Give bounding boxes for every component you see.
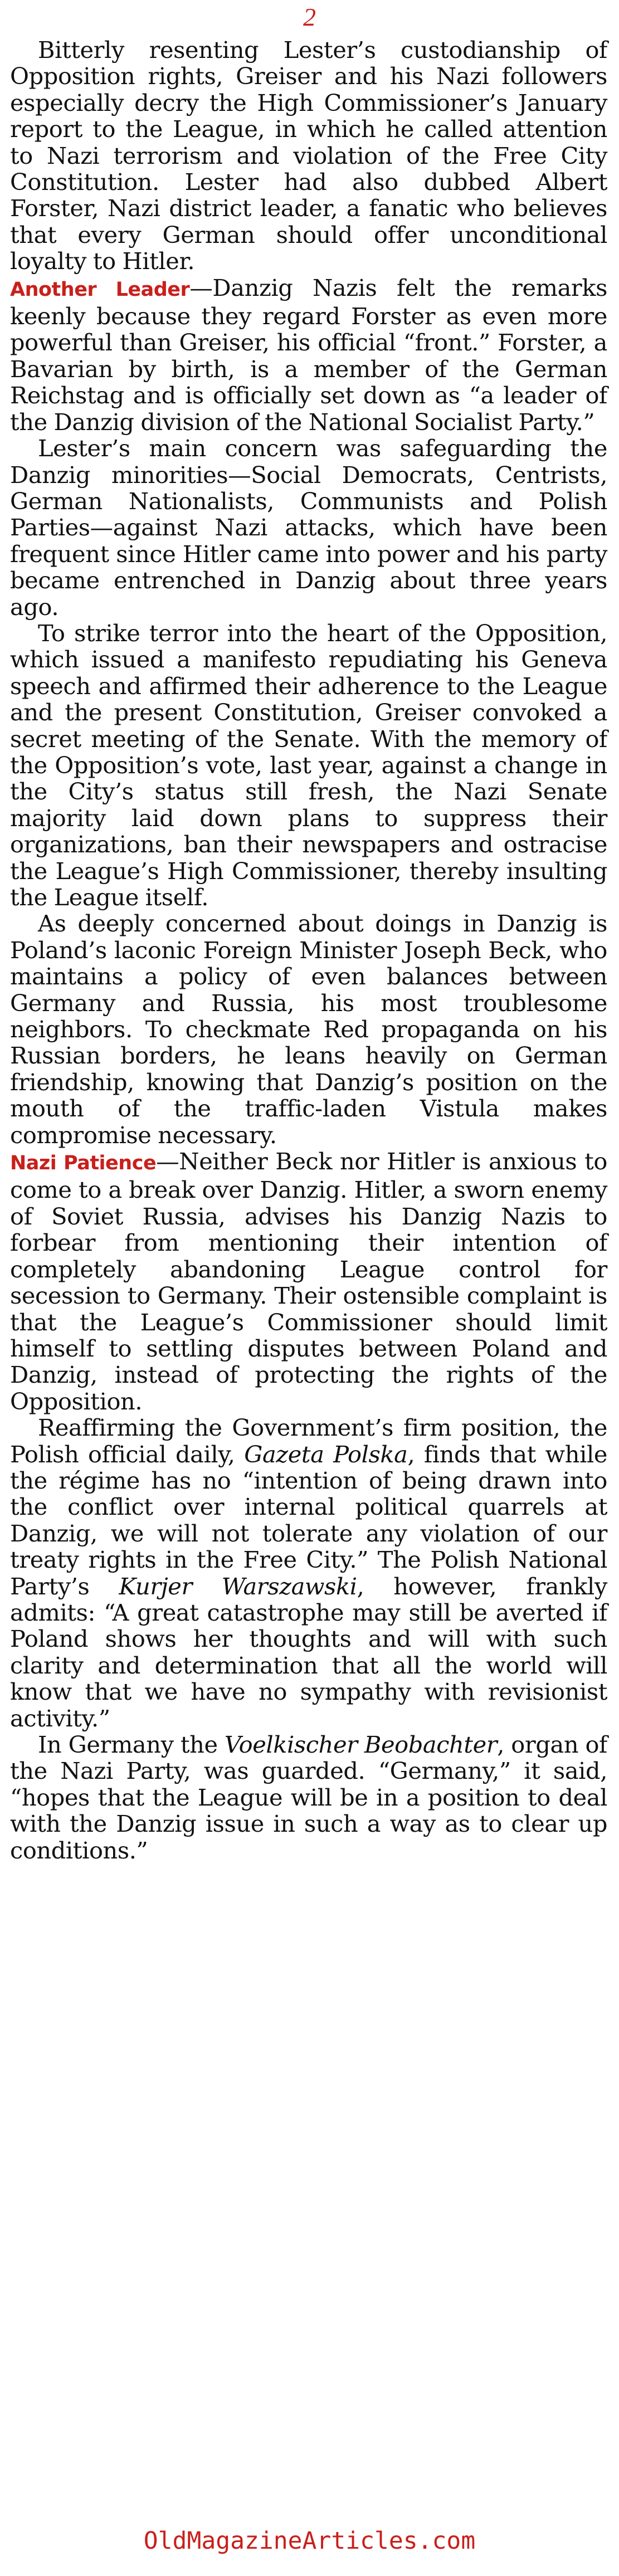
paragraph-5-text: As deeply concerned about doings in Danzig is Poland’s laconic Foreign Minister Joseph Beck, who maintains a policy of even balances between Germany and Russia, his most troublesome neighbors. To checkmate Red propaganda on his Russian borders, he leans heavily on German friendship, knowing that Danzig’s position on the mouth of the traffic-laden Vistula makes compromise necessary. [10,910,607,1149]
paragraph-8-text-b: , organ of the Nazi Party, was guarded. “Germany,” it said, “hopes that the League will be in a position to deal with the Danzig issue in such a way as to clear up conditions.” [10,1731,607,1864]
article-body [10,37,607,1863]
paragraph-3-text: Lester’s main concern was safeguarding the Danzig minorities—Social Democrats, Centrists, German Nationalists, Communists and Polish Parties—against Nazi attacks, which have been frequent since Hitler came into power and his party became entrenched in Danzig about three years ago. [10,435,607,621]
newspaper-name-gazeta-polska: Gazeta Polska [244,1440,408,1468]
paragraph-6 [10,1148,607,1414]
newspaper-name-kurjer-warszawski: Kurjer Warszawski [119,1572,357,1600]
paragraph-7-text-b: , finds that while the régime has no “intention of being drawn into the conflict over internal political quarrels at Danzig, we will not tolerate any violation of our treaty rights in the Free City.” The Polish National Party’s [10,1440,607,1600]
paragraph-7 [10,1414,607,1731]
paragraph-4 [10,620,607,910]
paragraph-8-text-a: In Germany the [38,1731,225,1758]
page-number: 2 [303,3,316,31]
paragraph-7-text-c: , however, frankly admits: “A great catastrophe may still be averted if Poland shows her thoughts and will with such clarity and determination that all the world will know that we have no sympathy with revisionist activity.” [10,1572,607,1732]
paragraph-1 [10,37,607,275]
paragraph-3 [10,435,607,620]
subhead-nazi-patience: Nazi Patience [10,1152,157,1175]
paragraph-2-text: —Danzig Nazis felt the remarks keenly because they regard Forster as even more powerful than Greiser, his official “front.” Forster, a Bavarian by birth, is a member of the German Reichstag and is officially set down as “a leader of the Danzig division of the National Socialist Party.” [10,274,607,436]
newspaper-name-voelkischer-beobachter: Voelkischer Beobachter [224,1731,498,1758]
paragraph-5 [10,910,607,1148]
paragraph-7-text-a: Reaffirming the Government’s firm position, the Polish official daily, [10,1414,607,1468]
paragraph-8 [10,1731,607,1863]
paragraph-4-text: To strike terror into the heart of the Opposition, which issued a manifesto repudiating his Geneva speech and affirmed their adherence to the League and the present Constitution, Greiser convoked a secret meeting of the Senate. With the memory of the Opposition’s vote, last year, against a change in the City’s status still fresh, the Nazi Senate majority laid down plans to suppress their organizations, ban their newspapers and ostracise the League’s High Commissioner, thereby insulting the League itself. [10,619,607,911]
paragraph-6-text: —Neither Beck nor Hitler is anxious to come to a break over Danzig. Hitler, a sworn enemy of Soviet Russia, advises his Danzig Nazis to forbear from mentioning their intention of completely abandoning League control for secession to Germany. Their ostensible complaint is that the League’s Commissioner should limit himself to settling disputes between Poland and Danzig, instead of protecting the rights of the Opposition. [10,1148,607,1415]
site-watermark: OldMagazineArticles.com [143,2527,476,2555]
subhead-another-leader: Another Leader [10,278,190,301]
paragraph-2 [10,275,607,435]
paragraph-1-text: Bitterly resenting Lester’s custodianship of Opposition rights, Greiser and his Nazi followers especially decry the High Commissioner’s January report to the League, in which he called attention to Nazi terrorism and violation of the Free City Constitution. Lester had also dubbed Albert Forster, Nazi district leader, a fanatic who believes that every German should offer unconditional loyalty to Hitler. [10,36,607,275]
